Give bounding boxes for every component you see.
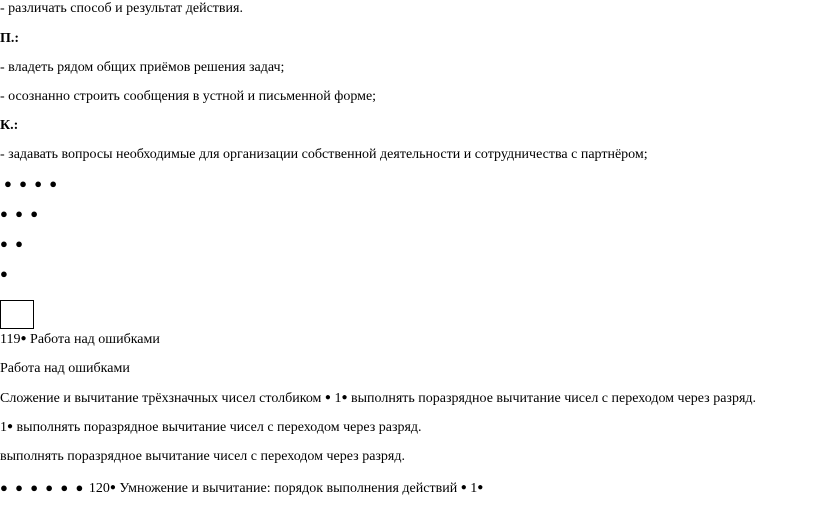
text-line-3: - осознанно строить сообщения в устной и письменной форме;: [0, 89, 377, 104]
item-addition-count: 1: [330, 391, 342, 406]
item-subtraction: [0, 418, 422, 437]
dot-row-1: ●: [0, 266, 10, 281]
item-120-text: Умножение и вычитание: порядок выполнения действий: [115, 481, 461, 496]
item-120-count: 1: [466, 481, 478, 496]
item-120-dots: ● ● ● ● ● ●: [0, 480, 86, 495]
item-119-text: Работа над ошибками: [26, 332, 160, 347]
dot-row-3: ● ● ●: [0, 206, 41, 221]
item-addition-desc: выполнять поразрядное вычитание чисел с переходом через разряд.: [347, 391, 757, 406]
bullet-icon: ●: [324, 392, 331, 403]
heading-p: П.:: [0, 31, 20, 46]
item-120-number: 120: [85, 481, 110, 496]
heading-k: К.:: [0, 118, 19, 133]
item-119: [0, 330, 160, 349]
bullet-icon: ●: [109, 482, 116, 493]
text-line-4: - задавать вопросы необходимые для организации собственной деятельности и сотрудничества с партнёром;: [0, 147, 648, 162]
dot-row-4: ● ● ● ●: [4, 176, 60, 191]
dot-row-2: ● ●: [0, 236, 25, 251]
text-work-on-errors: Работа над ошибками: [0, 361, 130, 376]
item-addition-title: Сложение и вычитание трёхзначных чисел столбиком: [0, 391, 325, 406]
text-line-2: - владеть рядом общих приёмов решения задач;: [0, 60, 285, 75]
bullet-icon: ●: [7, 421, 14, 432]
bullet-icon: ●: [20, 333, 27, 344]
bullet-icon: ●: [341, 392, 348, 403]
text-subtraction: выполнять поразрядное вычитание чисел с переходом через разряд.: [0, 449, 405, 464]
item-120: [0, 479, 483, 498]
bullet-icon: ●: [460, 482, 467, 493]
bullet-icon: ●: [477, 482, 484, 493]
text-line-1: - различать способ и результат действия.: [0, 1, 243, 16]
item-subtraction-count: 1: [0, 420, 7, 435]
empty-box: [0, 300, 34, 329]
item-119-number: 119: [0, 332, 21, 347]
item-addition: [0, 389, 756, 408]
item-subtraction-desc: выполнять поразрядное вычитание чисел с переходом через разряд.: [13, 420, 422, 435]
